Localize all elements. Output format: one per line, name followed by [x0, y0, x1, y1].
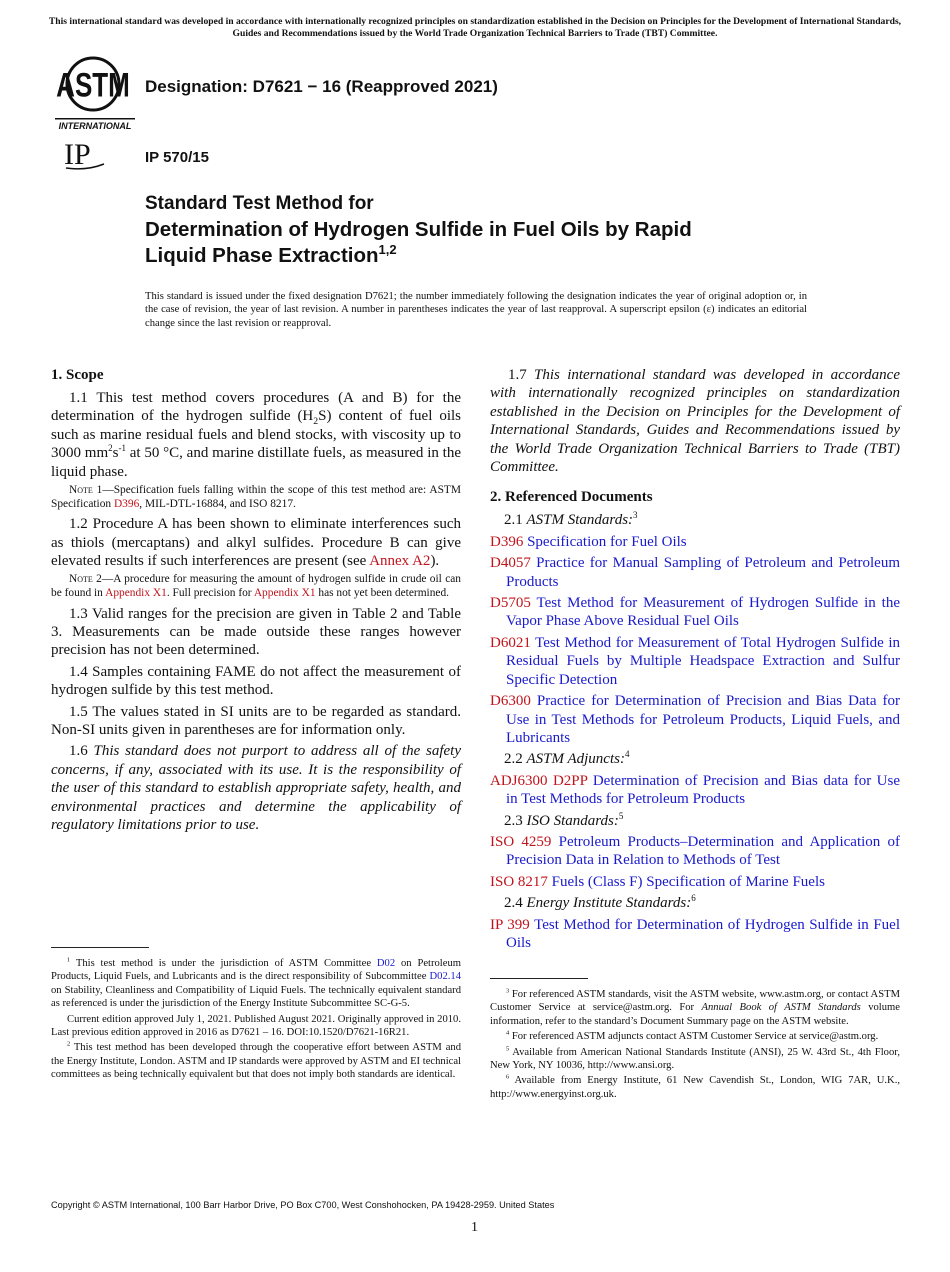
document-title — [145, 191, 692, 269]
text-run: Available from Energy Institute, 61 New Cavendish St., London, WIG 7AR, U.K., http://www.energyinst.org.uk. — [490, 1075, 900, 1100]
text-run: D4057 — [490, 555, 531, 572]
title-line: Determination of Hydrogen Sulfide in Fuel Oils by Rapid — [145, 218, 692, 241]
superscript: 5 — [618, 810, 624, 821]
intro-paragraph: This standard is issued under the fixed designation D7621; the number immediately following the designation indicates the year of original adoption or, in the case of revision, the year of last revision. A number in parentheses indicates the year of last reapproval. A superscript epsilon (ε) indicates an editorial change since the last revision or reapproval. — [145, 291, 807, 329]
designation: Designation: D7621 − 16 (Reapproved 2021) — [145, 77, 498, 96]
superscript: 2 — [108, 443, 113, 454]
text-run: This test method has been developed through the cooperative effort between ASTM and the Energy Institute, London. ASTM and IP standards were approved by ASTM and EI technical committees as being technically equivalent but that does not imply both standards are identical. — [51, 1042, 461, 1081]
text-run: Available from American National Standards Institute (ANSI), 25 W. 43rd St., 4th Floor, New York, NY 10036, http://www.ansi.org. — [490, 1046, 900, 1072]
text-run: s — [112, 445, 119, 462]
title-line — [145, 243, 692, 269]
text-run: Note — [69, 484, 93, 497]
text-run: Determination of Precision and Bias data for Use in Test Methods for Petroleum Products — [506, 772, 900, 808]
section-heading-referenced-documents: 2. Referenced Documents — [490, 489, 653, 506]
footnote-divider — [490, 978, 588, 979]
text-run: ISO 4259 — [490, 833, 552, 850]
link-annex-a2[interactable]: Annex A2 — [369, 553, 431, 570]
text-run: S) content of fuel oils such as marine residual fuels and blend stocks, with viscosity up to 3000 mm — [51, 408, 461, 462]
text-run: Specification for Fuel Oils — [527, 533, 687, 550]
text-run: on Stability, Cleanliness and Compatibility of Liquid Fuels. The technically equivalent standard as referenced is under the jurisdiction of the Energy Institute Subcommittee SC-G-5. — [51, 984, 461, 1010]
text-run: on Petroleum Products, Liquid Fuels, and Lubricants and is the direct responsibility of Subcommittee — [51, 958, 461, 983]
text-run: at 50 °C, and marine distillate fuels, as measured in the liquid phase. — [51, 445, 461, 480]
text-run: 1—Specification fuels falling within the scope of this test method are: ASTM Specification — [51, 484, 461, 510]
text-run: Test Method for Determination of Hydrogen Sulfide in Fuel Oils — [506, 916, 901, 951]
subsection-astm-adjuncts — [490, 750, 900, 768]
text-run: For referenced ASTM standards, visit the ASTM website, www.astm.org, or contact ASTM Customer Service at service@astm.org. For — [490, 989, 900, 1014]
text-run: Energy Institute Standards: — [526, 895, 692, 912]
text-run: Petroleum Products–Determination and Application of Precision Data in Relation to Methods of Test — [506, 833, 901, 869]
text-run: 1.7 — [508, 367, 535, 383]
text-run: 2.1 — [504, 512, 527, 529]
ip-number: IP 570/15 — [145, 149, 209, 166]
footnote-edition: Current edition approved July 1, 2021. Published August 2021. Originally approved in 2010. Last previous edition approved in 2016 as D7621 – 16. DOI:10.1520/D7621-16R21. — [51, 1013, 461, 1039]
paragraph-1-3: 1.3 Valid ranges for the precision are given in Table 2 and Table 3. Measurements can be made outside these ranges however precision has not been determined. — [51, 605, 461, 659]
superscript: 6 — [506, 1073, 510, 1081]
link-d02[interactable]: D02 — [376, 958, 396, 969]
link-d02-14[interactable]: D02.14 — [429, 971, 461, 983]
text-run: ASTM Standards: — [526, 512, 634, 529]
text-run: Annual Book of ASTM Standards — [701, 1002, 861, 1014]
reference-item[interactable] — [490, 873, 900, 891]
superscript: 6 — [691, 893, 696, 904]
text-run: Fuels (Class F) Specification of Marine Fuels — [551, 873, 825, 890]
note-2 — [51, 573, 461, 600]
paragraph-1-1 — [51, 389, 461, 481]
footnote-6 — [490, 1074, 900, 1101]
text-run: has not yet been determined. — [315, 587, 450, 600]
text-run: D6021 — [490, 634, 531, 651]
section-heading-scope: 1. Scope — [51, 367, 104, 383]
superscript: 4 — [506, 1029, 510, 1037]
text-run: volume information, refer to the standard’s Document Summary page on the ASTM website. — [490, 1002, 900, 1027]
title-text: Liquid Phase Extraction — [145, 244, 379, 267]
footnotes-right — [490, 988, 900, 1101]
reference-item[interactable] — [490, 533, 900, 551]
superscript: 4 — [624, 749, 630, 760]
left-column — [51, 366, 461, 838]
superscript: 1 — [67, 956, 71, 964]
paragraph-1-2 — [51, 515, 461, 570]
subsection-energy-institute-standards — [490, 894, 900, 912]
text-run: 2.4 — [504, 895, 527, 912]
tbt-notice: This international standard was developed in accordance with internationally recognized principles on standardization established in the Decision on Principles for the Development of International Standards, Guides and Recommendations issued by the World Trade Organization Technical Barriers to Trade (TBT) Committee. — [48, 16, 902, 39]
link-d396[interactable]: D396 — [113, 497, 140, 510]
reference-item[interactable] — [490, 916, 900, 953]
text-run: For referenced ASTM adjuncts contact ASTM Customer Service at service@astm.org. — [509, 1031, 879, 1043]
svg-text:ASTM: ASTM — [56, 67, 130, 105]
text-run: Practice for Manual Sampling of Petroleum and Petroleum Products — [506, 555, 900, 590]
text-run: Test Method for Measurement of Hydrogen Sulfide in the Vapor Phase Above Residual Fuel Oils — [506, 595, 900, 630]
paragraph-1-7 — [490, 366, 900, 476]
superscript: 3 — [506, 987, 510, 995]
link-appendix-x1[interactable]: Appendix X1 — [253, 587, 316, 600]
text-run: ISO 8217 — [490, 873, 548, 890]
text-run: , MIL-DTL-16884, and ISO 8217. — [139, 497, 296, 510]
text-run: ADJ6300 D2PP — [490, 772, 588, 789]
text-run: ASTM Adjuncts: — [526, 751, 625, 768]
superscript: -1 — [118, 443, 126, 454]
text-run: D5705 — [490, 595, 531, 612]
text-run: 2.2 — [504, 751, 527, 768]
footnote-4 — [490, 1030, 900, 1043]
text-run: Note — [69, 573, 93, 586]
text-run: D6300 — [490, 693, 531, 710]
ip-logo — [62, 138, 106, 172]
reference-item[interactable] — [490, 554, 900, 591]
text-run: 2.3 — [504, 812, 527, 829]
reference-item[interactable] — [490, 833, 900, 870]
page-number: 1 — [471, 1220, 478, 1235]
text-run: 1.1 This test method covers procedures (A and B) for the determination of the hydrogen sulfide (H — [51, 390, 461, 425]
footnote-1 — [51, 957, 461, 1011]
reference-item[interactable] — [490, 772, 900, 809]
title-line: Standard Test Method for — [145, 193, 374, 214]
text-run: Practice for Determination of Precision and Bias Data for Use in Test Methods for Petroleum Products, Liquid Fuels, and Lubricants — [506, 693, 900, 746]
paragraph-1-4: 1.4 Samples containing FAME do not affect the measurement of hydrogen sulfide by this test method. — [51, 663, 461, 699]
text-run: IP — [64, 138, 91, 171]
title-footnote-ref[interactable]: 1,2 — [378, 242, 397, 258]
superscript: 2 — [67, 1040, 71, 1048]
text-run: D396 — [490, 533, 524, 550]
superscript: 5 — [506, 1045, 510, 1053]
text-run: 1.2 Procedure A has been shown to eliminate interferences such as thiols (mercaptans) and alkyl sulfides. Procedure B can give elevated results if such interferences are present (see — [51, 516, 461, 570]
footnote-divider — [51, 947, 149, 948]
footnote-2 — [51, 1041, 461, 1081]
reference-item[interactable] — [490, 634, 900, 689]
text-run: This test method is under the jurisdiction of ASTM Committee — [70, 958, 377, 969]
text-run: This international standard was developed in accordance with internationally recognized principles on standardization established in the Decision on Principles for the Development of International Standards, Guides and Recommendations issued by the World Trade Organization Technical Barriers to Trade (TBT) Committee. — [490, 367, 900, 476]
text-run: . Full precision for — [166, 587, 254, 600]
footnotes-left — [51, 957, 461, 1082]
footnote-3 — [490, 988, 900, 1028]
link-appendix-x1[interactable]: Appendix X1 — [105, 587, 167, 600]
text-run: IP 399 — [490, 916, 530, 933]
astm-standards-list — [490, 533, 900, 747]
note-1 — [51, 484, 461, 511]
subsection-iso-standards — [490, 812, 900, 830]
reference-item[interactable] — [490, 594, 900, 631]
text-run: 2—A procedure for measuring the amount of hydrogen sulfide in crude oil can be found in — [51, 573, 461, 600]
text-run: ISO Standards: — [526, 812, 619, 829]
text-run: 2 — [313, 416, 319, 428]
reference-item[interactable] — [490, 692, 900, 747]
footnote-5 — [490, 1046, 900, 1073]
text-run: This standard does not purport to address all of the safety concerns, if any, associated with its use. It is the responsibility of the user of this standard to establish appropriate safety, health, and environmental practices and determine the applicability of regulatory limitations prior to use. — [51, 743, 462, 834]
superscript: 3 — [633, 510, 638, 521]
astm-logo — [55, 56, 135, 132]
paragraph-1-5: 1.5 The values stated in SI units are to be regarded as standard. Non-SI units given in parentheses are for information only. — [51, 703, 461, 739]
copyright: Copyright © ASTM International, 100 Barr Harbor Drive, PO Box C700, West Conshohocken, PA 19428-2959. United States — [51, 1200, 555, 1210]
right-column — [490, 366, 900, 955]
paragraph-1-6 — [51, 742, 461, 834]
text-run: INTERNATIONAL — [58, 121, 132, 131]
text-run: ). — [430, 553, 440, 570]
subsection-astm-standards — [490, 511, 900, 529]
text-run: 1.6 — [69, 743, 94, 760]
text-run: Test Method for Measurement of Total Hydrogen Sulfide in Residual Fuels by Multiple Headspace Extraction and Sulfur Specific Detection — [506, 634, 900, 688]
